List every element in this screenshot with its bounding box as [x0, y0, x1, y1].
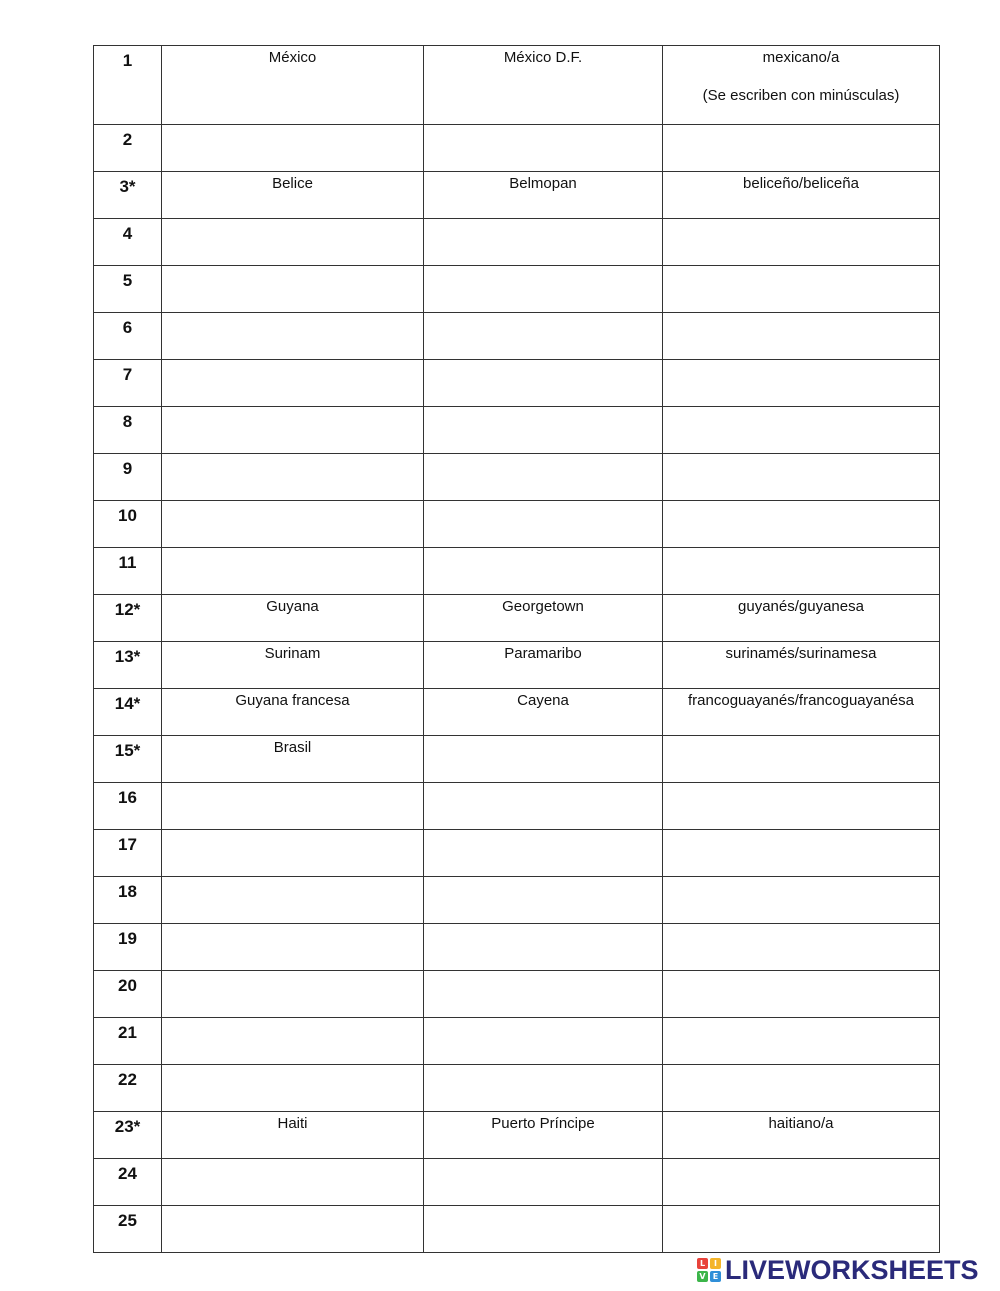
row-number: 3*	[94, 172, 162, 219]
capital-cell[interactable]	[424, 454, 663, 501]
nationality-cell[interactable]	[663, 1065, 940, 1112]
nationality-cell[interactable]	[663, 1018, 940, 1065]
table-row	[94, 971, 940, 1018]
country-cell[interactable]	[162, 266, 424, 313]
nationality-cell[interactable]: surinamés/surinamesa	[663, 642, 940, 689]
country-cell[interactable]	[162, 219, 424, 266]
liveworksheets-logo	[697, 1255, 979, 1285]
table-row	[94, 548, 940, 595]
row-number: 5	[94, 266, 162, 313]
row-number: 12*	[94, 595, 162, 642]
row-number: 14*	[94, 689, 162, 736]
capital-cell[interactable]	[424, 266, 663, 313]
table-row	[94, 1065, 940, 1112]
capital-cell[interactable]: Cayena	[424, 689, 663, 736]
nationality-cell[interactable]	[663, 1206, 940, 1253]
table-row	[94, 595, 940, 642]
table-row	[94, 454, 940, 501]
row-number: 18	[94, 877, 162, 924]
table-row	[94, 46, 940, 125]
capital-cell[interactable]: Paramaribo	[424, 642, 663, 689]
row-number: 2	[94, 125, 162, 172]
row-number: 21	[94, 1018, 162, 1065]
table-row	[94, 1018, 940, 1065]
nationality-cell[interactable]	[663, 125, 940, 172]
nationality-cell[interactable]	[663, 736, 940, 783]
country-cell[interactable]	[162, 1065, 424, 1112]
country-cell[interactable]: Haiti	[162, 1112, 424, 1159]
row-number: 4	[94, 219, 162, 266]
table-row	[94, 313, 940, 360]
capital-cell[interactable]	[424, 924, 663, 971]
table-row	[94, 736, 940, 783]
country-table	[93, 45, 940, 1253]
row-number: 8	[94, 407, 162, 454]
nationality-cell[interactable]	[663, 971, 940, 1018]
table-row	[94, 125, 940, 172]
nationality-text: mexicano/a	[762, 49, 840, 66]
logo-text: LIVEWORKSHEETS	[725, 1254, 979, 1285]
table-row	[94, 689, 940, 736]
row-number: 25	[94, 1206, 162, 1253]
table-row	[94, 266, 940, 313]
nationality-cell[interactable]	[663, 360, 940, 407]
row-number: 19	[94, 924, 162, 971]
table-row	[94, 1159, 940, 1206]
capital-cell[interactable]: México D.F.	[424, 46, 663, 125]
country-cell[interactable]	[162, 360, 424, 407]
capital-cell[interactable]	[424, 1065, 663, 1112]
country-cell[interactable]	[162, 971, 424, 1018]
nationality-cell[interactable]	[663, 830, 940, 877]
row-number: 20	[94, 971, 162, 1018]
nationality-cell[interactable]	[663, 877, 940, 924]
capital-cell[interactable]	[424, 407, 663, 454]
table-row	[94, 407, 940, 454]
table-row	[94, 830, 940, 877]
country-cell[interactable]: Guyana	[162, 595, 424, 642]
table-row	[94, 1112, 940, 1159]
table-row	[94, 877, 940, 924]
capital-cell[interactable]	[424, 1159, 663, 1206]
row-number: 23*	[94, 1112, 162, 1159]
country-cell[interactable]	[162, 1159, 424, 1206]
logo-mark-i: I	[710, 1258, 721, 1269]
row-number: 15*	[94, 736, 162, 783]
table-row	[94, 783, 940, 830]
nationality-cell[interactable]: haitiano/a	[663, 1112, 940, 1159]
capital-cell[interactable]	[424, 877, 663, 924]
country-cell[interactable]	[162, 830, 424, 877]
row-number: 11	[94, 548, 162, 595]
nationality-cell[interactable]	[663, 266, 940, 313]
capital-cell[interactable]	[424, 783, 663, 830]
nationality-cell[interactable]	[663, 407, 940, 454]
nationality-cell[interactable]	[663, 924, 940, 971]
capital-cell[interactable]	[424, 360, 663, 407]
capital-cell[interactable]	[424, 501, 663, 548]
country-cell[interactable]	[162, 407, 424, 454]
capital-cell[interactable]	[424, 548, 663, 595]
capital-cell[interactable]	[424, 125, 663, 172]
nationality-cell[interactable]	[663, 313, 940, 360]
capital-cell[interactable]	[424, 219, 663, 266]
row-number: 10	[94, 501, 162, 548]
country-cell[interactable]: Belice	[162, 172, 424, 219]
nationality-cell[interactable]	[663, 454, 940, 501]
capital-cell[interactable]	[424, 313, 663, 360]
logo-mark-l: L	[697, 1258, 708, 1269]
row-number: 6	[94, 313, 162, 360]
logo-mark-icon	[697, 1258, 721, 1282]
logo-mark-e: E	[710, 1271, 721, 1282]
nationality-cell[interactable]	[663, 783, 940, 830]
capital-cell[interactable]: Belmopan	[424, 172, 663, 219]
table-row	[94, 642, 940, 689]
country-cell[interactable]: Guyana francesa	[162, 689, 424, 736]
row-number: 1	[94, 46, 162, 125]
capital-cell[interactable]: Puerto Príncipe	[424, 1112, 663, 1159]
country-cell[interactable]: Surinam	[162, 642, 424, 689]
country-cell[interactable]: Brasil	[162, 736, 424, 783]
table-row	[94, 924, 940, 971]
nationality-cell[interactable]	[663, 548, 940, 595]
logo-mark-v: V	[697, 1271, 708, 1282]
nationality-note: (Se escriben con minúsculas)	[702, 87, 900, 104]
nationality-cell[interactable]: guyanés/guyanesa	[663, 595, 940, 642]
row-number: 22	[94, 1065, 162, 1112]
row-number: 16	[94, 783, 162, 830]
country-cell[interactable]	[162, 454, 424, 501]
capital-cell[interactable]	[424, 830, 663, 877]
country-cell[interactable]	[162, 877, 424, 924]
country-cell[interactable]	[162, 501, 424, 548]
country-cell[interactable]	[162, 313, 424, 360]
row-number: 17	[94, 830, 162, 877]
nationality-cell[interactable]	[663, 1159, 940, 1206]
capital-cell[interactable]	[424, 736, 663, 783]
row-number: 24	[94, 1159, 162, 1206]
row-number: 9	[94, 454, 162, 501]
table-row	[94, 172, 940, 219]
nationality-cell[interactable]	[663, 501, 940, 548]
capital-cell[interactable]	[424, 1206, 663, 1253]
table-row	[94, 1206, 940, 1253]
nationality-cell[interactable]: beliceño/beliceña	[663, 172, 940, 219]
nationality-cell[interactable]	[663, 219, 940, 266]
nationality-cell[interactable]: francoguayanés/francoguayanésa	[663, 689, 940, 736]
row-number: 13*	[94, 642, 162, 689]
country-cell[interactable]	[162, 1206, 424, 1253]
row-number: 7	[94, 360, 162, 407]
country-cell[interactable]	[162, 924, 424, 971]
country-table-body	[94, 46, 940, 1253]
country-cell[interactable]: México	[162, 46, 424, 125]
capital-cell[interactable]: Georgetown	[424, 595, 663, 642]
country-cell[interactable]	[162, 125, 424, 172]
nationality-cell[interactable]	[663, 46, 940, 125]
table-row	[94, 219, 940, 266]
capital-cell[interactable]	[424, 971, 663, 1018]
capital-cell[interactable]	[424, 1018, 663, 1065]
table-row	[94, 360, 940, 407]
table-row	[94, 501, 940, 548]
country-cell[interactable]	[162, 783, 424, 830]
country-cell[interactable]	[162, 548, 424, 595]
country-cell[interactable]	[162, 1018, 424, 1065]
